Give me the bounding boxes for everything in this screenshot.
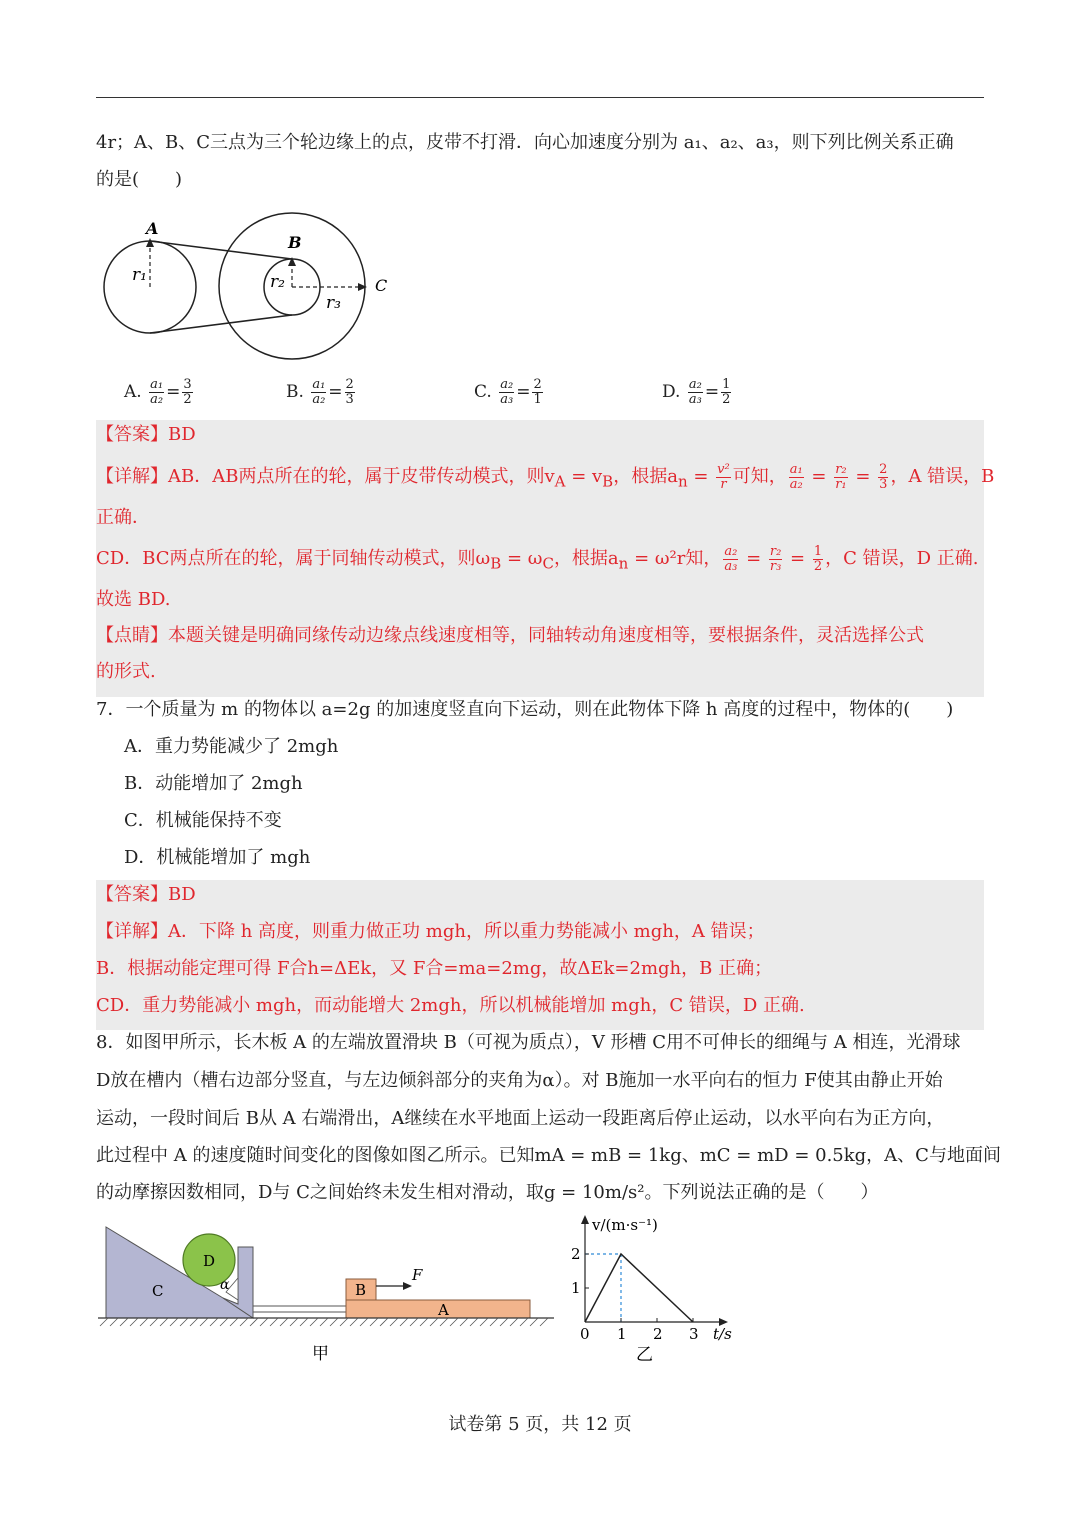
y-tick-label: 2 (571, 1245, 581, 1263)
frac-num: 2 (345, 377, 354, 392)
subscript: n (618, 554, 629, 573)
frac-den: 2 (813, 558, 823, 574)
y-axis-label: v/(m·s⁻¹) (592, 1216, 658, 1234)
q6-comment-line2: 的形式. (96, 661, 156, 682)
frac-num: a₁ (312, 377, 326, 392)
frac-den: 1 (533, 392, 542, 407)
subscript: A (554, 472, 566, 491)
frac-den: 2 (722, 392, 731, 407)
frac-num: a₂ (688, 377, 702, 392)
frac-den: r₁ (835, 476, 847, 492)
y-tick-label: 1 (571, 1279, 581, 1297)
label-B: B (355, 1281, 367, 1299)
detail-text: ，C 错误，D 正确. (825, 548, 979, 569)
subscript: n (677, 472, 688, 491)
q8-stem-line2: D放在槽内（槽右边部分竖直，与左边倾斜部分的夹角为α）。对 B施加一水平向右的恒力 F使其由静止开始 (96, 1070, 943, 1091)
detail-text: ，A 错误，B (890, 466, 995, 487)
label-alpha: α (220, 1277, 230, 1293)
frac-den: a₂ (789, 476, 803, 492)
option-letter: A. (124, 382, 142, 402)
subscript: C (542, 554, 554, 573)
q6-answer: 【答案】BD (96, 424, 196, 445)
detail-text: ，根据a (613, 466, 678, 487)
caption-jia: 甲 (312, 1344, 329, 1364)
detail-text: 可知， (732, 466, 787, 487)
pulley-figure (96, 210, 406, 365)
label-A: A (146, 219, 159, 238)
detail-text: ，根据a (553, 548, 619, 569)
caption-yi: 乙 (636, 1345, 653, 1365)
figure-jia (96, 1222, 558, 1372)
equals: = (704, 382, 720, 402)
q6-detail-line1 (96, 462, 994, 497)
q6-stem-line1: 4r；A、B、C三点为三个轮边缘上的点，皮带不打滑．向心加速度分别为 a₁、a₂、a₃，则下列比例关系正确 (96, 132, 954, 153)
frac-den: 2 (183, 392, 192, 407)
frac-num: v² (717, 461, 730, 477)
frac-den: a₃ (500, 392, 514, 407)
option-letter: D. (662, 382, 681, 402)
frac-den: r₃ (769, 558, 782, 574)
q8-stem-line1: 8．如图甲所示，长木板 A 的左端放置滑块 B（可视为质点），V 形槽 C用不可伸长的细绳与 A 相连，光滑球 (96, 1032, 961, 1053)
frac-den: r (720, 476, 727, 492)
q7-detail-line3: CD．重力势能减小 mgh，而动能增大 2mgh，所以机械能增加 mgh，C 错误，D 正确. (96, 995, 805, 1016)
label-C: C (152, 1282, 164, 1300)
q8-stem-line4: 此过程中 A 的速度随时间变化的图像如图乙所示。已知mA = mB = 1kg、mC = mD = 0.5kg，A、C与地面间 (96, 1145, 1001, 1166)
equals: = (328, 382, 343, 402)
frac-num: 3 (183, 377, 192, 392)
q6-comment-line1: 【点睛】本题关键是明确同缘传动边缘点线速度相等，同轴转动角速度相等，要根据条件，灵活选择公式 (96, 625, 924, 646)
frac-den: 3 (879, 476, 888, 492)
frac-num: 2 (533, 377, 542, 392)
frac-den: a₃ (688, 392, 702, 407)
label-B: B (288, 233, 302, 252)
label-A: A (438, 1301, 449, 1319)
detail-text: = (740, 548, 767, 569)
q6-option-a[interactable] (124, 378, 195, 407)
header-rule (96, 97, 984, 98)
x-tick-label: 2 (653, 1325, 663, 1343)
frac-num: a₂ (500, 377, 514, 392)
frac-num: a₁ (150, 377, 164, 392)
detail-text: 【详解】AB．AB两点所在的轮，属于皮带传动模式，则v (96, 466, 555, 487)
q7-option-d[interactable]: D．机械能增加了 mgh (124, 847, 311, 868)
q6-detail-line4: 故选 BD. (96, 589, 171, 610)
q7-option-b[interactable]: B．动能增加了 2mgh (124, 773, 303, 794)
q7-answer: 【答案】BD (96, 884, 196, 905)
label-r3: r₃ (326, 293, 341, 313)
q6-detail-line2: 正确． (96, 507, 150, 528)
frac-num: a₂ (724, 543, 738, 559)
label-D: D (203, 1252, 216, 1270)
x-tick-label: 1 (617, 1325, 627, 1343)
option-letter: B. (286, 382, 304, 402)
q6-stem-line2: 的是( ) (96, 169, 183, 190)
frac-den: a₂ (312, 392, 326, 407)
figure-yi-chart (560, 1212, 760, 1372)
frac-num: 1 (813, 543, 823, 559)
label-r2: r₂ (270, 272, 285, 292)
equals: = (166, 382, 181, 402)
label-F: F (412, 1266, 423, 1284)
detail-text: = ω²r知， (628, 548, 722, 569)
x-tick-label: 3 (689, 1325, 699, 1343)
q7-detail-line2: B．根据动能定理可得 F合h=ΔEk，又 F合=ma=2mg，故ΔEk=2mgh，B 正确； (96, 958, 773, 979)
detail-text: CD．BC两点所在的轮，属于同轴传动模式，则ω (96, 548, 491, 569)
detail-text: = v (565, 466, 603, 487)
label-r1: r₁ (132, 265, 147, 285)
equals: = (516, 382, 531, 402)
frac-den: a₃ (724, 558, 738, 574)
frac-num: r₂ (835, 461, 847, 477)
frac-num: 2 (879, 461, 888, 477)
q6-option-c[interactable] (474, 378, 545, 407)
detail-text: = (849, 466, 877, 487)
q6-detail-line3 (96, 544, 979, 579)
frac-num: r₂ (769, 543, 782, 559)
detail-text: = (784, 548, 811, 569)
q8-stem-line3: 运动，一段时间后 B从 A 右端滑出，A继续在水平地面上运动一段距离后停止运动，以水平向右为正方向， (96, 1108, 945, 1129)
frac-den: a₂ (150, 392, 164, 407)
velocity-series-line (585, 1254, 693, 1322)
q6-option-d[interactable] (662, 378, 733, 407)
subscript: B (602, 472, 614, 491)
detail-text: = ω (501, 548, 543, 569)
x-axis-label: t/s (713, 1325, 732, 1343)
detail-text: = (805, 466, 833, 487)
frac-num: a₁ (789, 461, 803, 477)
frac-num: 1 (722, 377, 731, 392)
q7-detail-line1: 【详解】A．下降 h 高度，则重力做正功 mgh，所以重力势能减小 mgh，A 错误； (96, 921, 765, 942)
label-C: C (375, 276, 388, 295)
q8-stem-line5: 的动摩擦因数相同，D与 C之间始终未发生相对滑动，取g = 10m/s²。下列说法正确的是（ ） (96, 1182, 879, 1203)
option-letter: C. (474, 382, 492, 402)
q6-option-b[interactable] (286, 378, 357, 407)
q7-option-c[interactable]: C．机械能保持不变 (124, 810, 282, 831)
frac-den: 3 (345, 392, 354, 407)
subscript: B (490, 554, 502, 573)
page-footer: 试卷第 5 页，共 12 页 (448, 1414, 632, 1435)
q7-stem: 7．一个质量为 m 的物体以 a=2g 的加速度竖直向下运动，则在此物体下降 h 高度的过程中，物体的( ) (96, 699, 954, 720)
q7-option-a[interactable]: A．重力势能减少了 2mgh (124, 736, 339, 757)
x-tick-label: 0 (580, 1325, 590, 1343)
detail-text: = (687, 466, 715, 487)
